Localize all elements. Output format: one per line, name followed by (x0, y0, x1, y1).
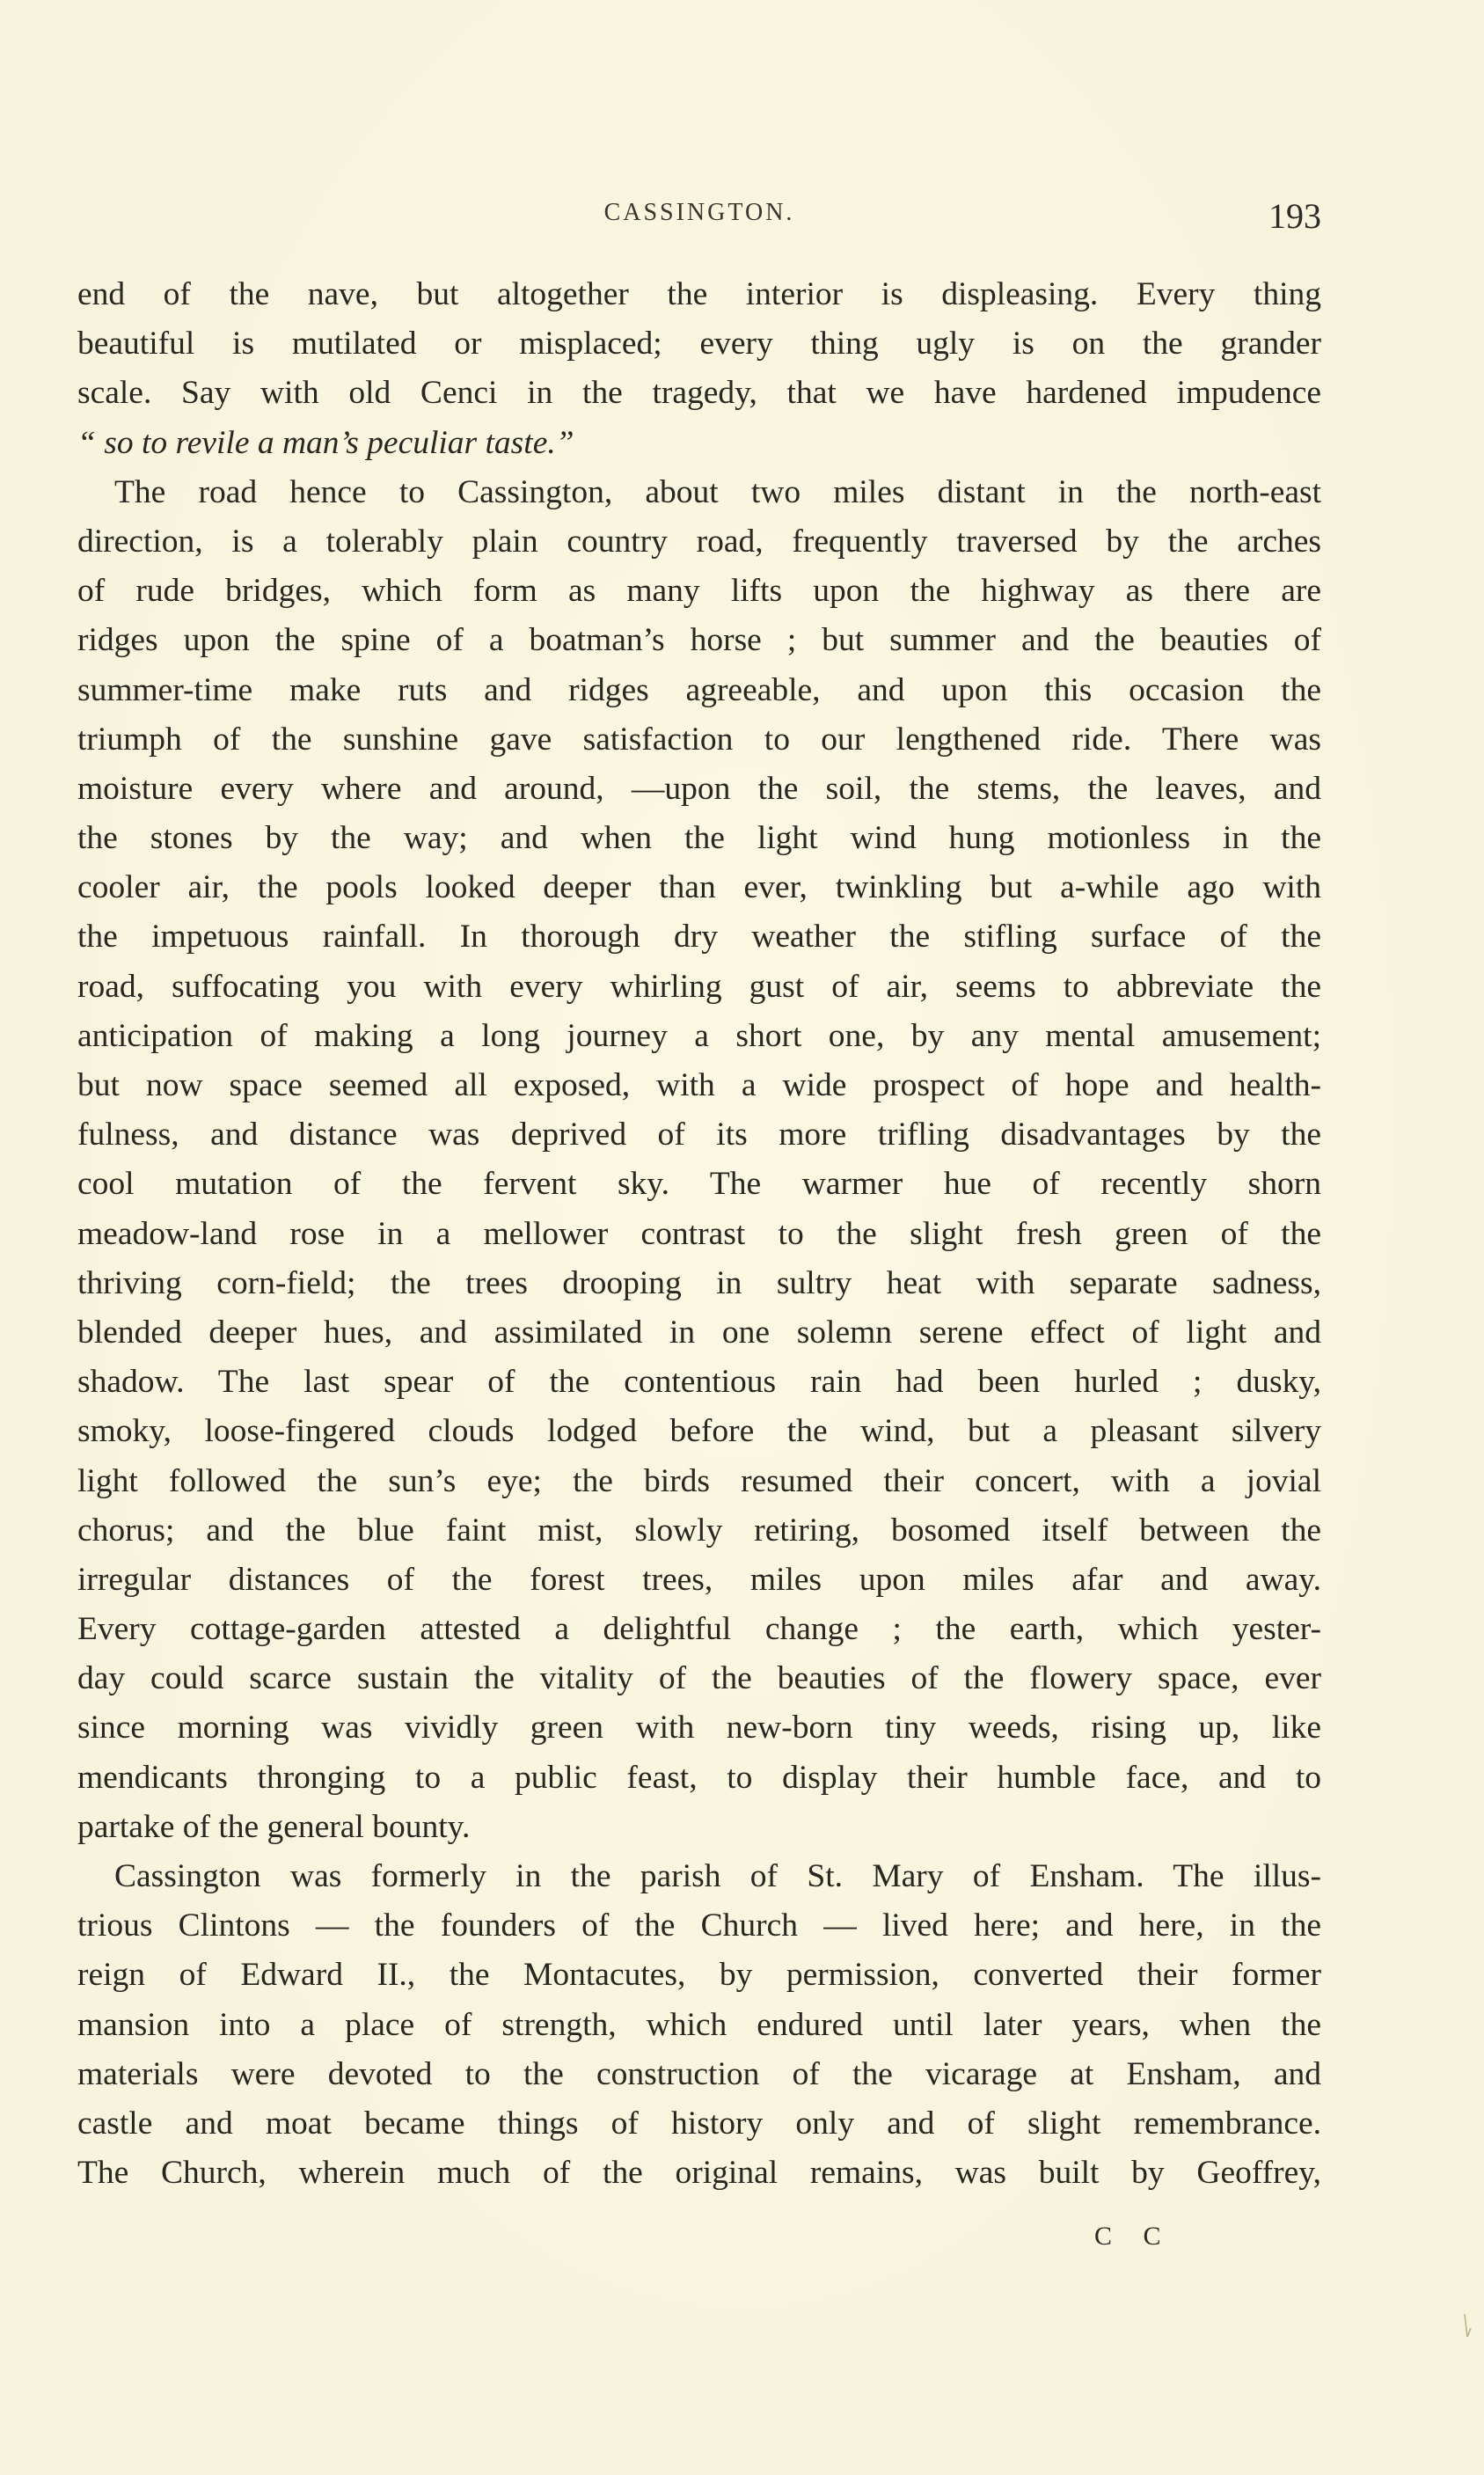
text-line: of rude bridges, which form as many lifts upon the highway as there are (77, 573, 1321, 610)
text-line: scale. Say with old Cenci in the tragedy, that we have hardened impudence (77, 375, 1321, 412)
text-line: thriving corn-field; the trees drooping in sultry heat with separate sadness, (77, 1264, 1321, 1301)
text-line: fulness, and distance was deprived of its more trifling disadvantages by the (77, 1117, 1321, 1153)
text-line: irregular distances of the forest trees, miles upon miles afar and away. (77, 1561, 1321, 1598)
text-line: the stones by the way; and when the light wind hung motionless in the (77, 820, 1321, 857)
text-line: chorus; and the blue faint mist, slowly retiring, bosomed itself between the (77, 1512, 1321, 1549)
paragraph-end-line: partake of the general bounty. (77, 1808, 471, 1845)
quotation-line: “ so to revile a man’s peculiar taste.” (77, 424, 574, 461)
text-line: beautiful is mutilated or misplaced; every thing ugly is on the grander (77, 326, 1321, 362)
text-line: smoky, loose-fingered clouds lodged before the wind, but a pleasant silvery (77, 1413, 1321, 1450)
text-line: trious Clintons — the founders of the Church — lived here; and here, in the (77, 1908, 1321, 1944)
text-line: direction, is a tolerably plain country road, frequently traversed by the arches (77, 523, 1321, 560)
text-line: meadow-land rose in a mellower contrast to the slight fresh green of the (77, 1215, 1321, 1252)
text-line: road, suffocating you with every whirling gust of air, seems to abbreviate the (77, 968, 1321, 1005)
text-line: cool mutation of the fervent sky. The warmer hue of recently shorn (77, 1166, 1321, 1203)
text-line: The Church, wherein much of the original remains, was built by Geoffrey, (77, 2155, 1321, 2192)
text-line: cooler air, the pools looked deeper than ever, twinkling but a-while ago with (77, 869, 1321, 906)
text-line: Every cottage-garden attested a delightful change ; the earth, which yester- (77, 1611, 1321, 1648)
paragraph-start-line: The road hence to Cassington, about two miles distant in the north-east (114, 473, 1321, 510)
text-line: materials were devoted to the construction of the vicarage at Ensham, and (77, 2055, 1321, 2092)
text-line: day could scarce sustain the vitality of the beauties of the flowery space, ever (77, 1660, 1321, 1697)
running-head: CASSINGTON. (603, 199, 795, 226)
text-line: the impetuous rainfall. In thorough dry weather the stifling surface of the (77, 919, 1321, 956)
text-line: mansion into a place of strength, which endured until later years, when the (77, 2006, 1321, 2043)
text-line: since morning was vividly green with new-born tiny weeds, rising up, like (77, 1710, 1321, 1746)
page-header (77, 196, 1321, 243)
page-number: 193 (1268, 196, 1321, 236)
text-line: shadow. The last spear of the contentious rain had been hurled ; dusky, (77, 1364, 1321, 1401)
pencil-mark-icon (1463, 2312, 1472, 2340)
text-line: summer-time make ruts and ridges agreeable, and upon this occasion the (77, 671, 1321, 708)
text-line: castle and moat became things of history only and of slight remembrance. (77, 2105, 1321, 2142)
text-line: anticipation of making a long journey a short one, by any mental amusement; (77, 1017, 1321, 1054)
text-line: mendicants thronging to a public feast, to display their humble face, and to (77, 1759, 1321, 1796)
body-text (77, 270, 1321, 2198)
text-line: reign of Edward II., the Montacutes, by permission, converted their former (77, 1957, 1321, 1994)
text-line: moisture every where and around, —upon the soil, the stems, the leaves, and (77, 770, 1321, 807)
paragraph-start-line: Cassington was formerly in the parish of St. Mary of Ensham. The illus- (114, 1858, 1321, 1894)
text-line: triumph of the sunshine gave satisfaction to our lengthened ride. There was (77, 721, 1321, 758)
text-line: but now space seemed all exposed, with a wide prospect of hope and health- (77, 1067, 1321, 1103)
text-line: blended deeper hues, and assimilated in one solemn serene effect of light and (77, 1314, 1321, 1351)
text-line: light followed the sun’s eye; the birds resumed their concert, with a jovial (77, 1462, 1321, 1499)
text-line: end of the nave, but altogether the interior is displeasing. Every thing (77, 276, 1321, 312)
text-line: ridges upon the spine of a boatman’s horse ; but summer and the beauties of (77, 622, 1321, 659)
signature-mark: C C (1094, 2222, 1173, 2251)
